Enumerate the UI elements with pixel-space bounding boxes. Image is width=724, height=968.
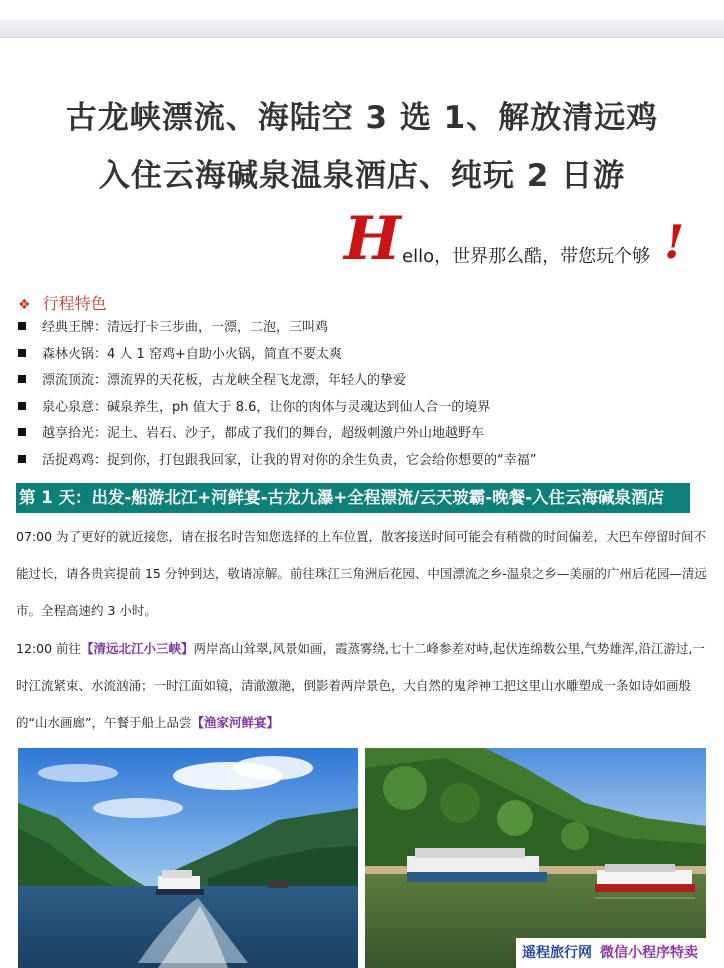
page-title-line-2: 入住云海碱泉温泉酒店、纯玩 2 日游: [98, 158, 626, 194]
feature-item: [18, 424, 708, 451]
square-bullet-icon: [18, 428, 26, 436]
day-1-paragraph-2: [16, 630, 710, 741]
square-bullet-icon: [18, 375, 26, 383]
feature-item-text: 经典王牌：清远打卡三步曲，一漂，二泡，三叫鸡: [42, 320, 329, 335]
feature-item-text: 活捉鸡鸡：捉到你，打包跟我回家，让我的胃对你的余生负责，它会给你想要的“幸福”: [42, 452, 537, 468]
brand-name: 遥程旅行网: [522, 945, 592, 961]
toolbar-strip: [0, 20, 724, 38]
brand-subtitle: 微信小程序特卖: [600, 945, 698, 961]
diamond-bullet-icon: ❖: [18, 297, 31, 313]
page-title-line-1: 古龙峡漂流、海陆空 3 选 1、解放清远鸡: [65, 100, 659, 136]
tagline: [344, 204, 704, 274]
day-1-heading: 第 1 天：出发-船游北江+河鲜宴-古龙九瀑+全程漂流/云天玻霸-晚餐-入住云海碱泉酒店: [16, 483, 690, 513]
square-bullet-icon: [18, 322, 26, 330]
feature-item: [18, 451, 708, 478]
tagline-big-letter: H: [344, 204, 401, 274]
window-top-bar: [0, 0, 724, 38]
tagline-exclamation: !: [664, 215, 685, 269]
features-heading: [18, 291, 107, 314]
feature-item-text: 森林火锅：4 人 1 窑鸡+自助小火锅，简直不要太爽: [42, 346, 342, 362]
para-2-body: 两岸高山耸翠,风景如画，霞蒸雾绕,七十二峰参差对峙,起伏连绵数公里,气势雄浑,沿江游过,一时江流紧束、水流汹涌；一时江面如镜，清澈激滟，倒影着两岸景色，大自然的鬼斧神工把这里山水雕塑成一条如诗如画般的“山水画廊”，午餐于船上品尝: [16, 641, 705, 730]
feature-item-text: 漂流顶流：漂流界的天花板，古龙峡全程飞龙漂，年轻人的挚爱: [42, 373, 407, 389]
day-1-paragraph-1: 07:00 为了更好的就近接您，请在报名时告知您选择的上车位置，散客接送时间可能会有稍微的时间偏差，大巴车停留时间不能过长，请各贵宾提前 15 分钟到达，敬请凉解。前往珠江三角洲后花园、中国漂流之乡-温泉之乡—美丽的广州后花园—清远市。全程高速约 3 小时。: [16, 529, 707, 618]
square-bullet-icon: [18, 455, 26, 463]
feature-item: [18, 318, 708, 345]
river-boats-photo: [365, 748, 706, 968]
feature-item: [18, 371, 708, 398]
feature-item: [18, 345, 708, 372]
highlight-hexian-banquet: 【渔家河鲜宴】: [191, 715, 279, 730]
square-bullet-icon: [18, 402, 26, 410]
highlight-xiaosanxia: 【清远北江小三峡】: [81, 641, 194, 656]
para-2-time: 12:00 前往: [16, 641, 81, 656]
features-list: [18, 318, 708, 478]
tagline-text: ello，世界那么酷，带您玩个够: [402, 246, 651, 267]
features-heading-label: 行程特色: [42, 294, 107, 313]
square-bullet-icon: [18, 349, 26, 357]
feature-item-text: 泉心泉意：碱泉养生，ph 值大于 8.6，让你的肉体与灵魂达到仙人合一的境界: [42, 399, 491, 415]
feature-item: [18, 398, 708, 425]
brand-watermark: [516, 938, 712, 968]
feature-item-text: 越享拾光：泥土、岩石、沙子，都成了我们的舞台，超级刺激户外山地越野车: [42, 426, 485, 442]
river-cruise-photo: [18, 748, 358, 968]
